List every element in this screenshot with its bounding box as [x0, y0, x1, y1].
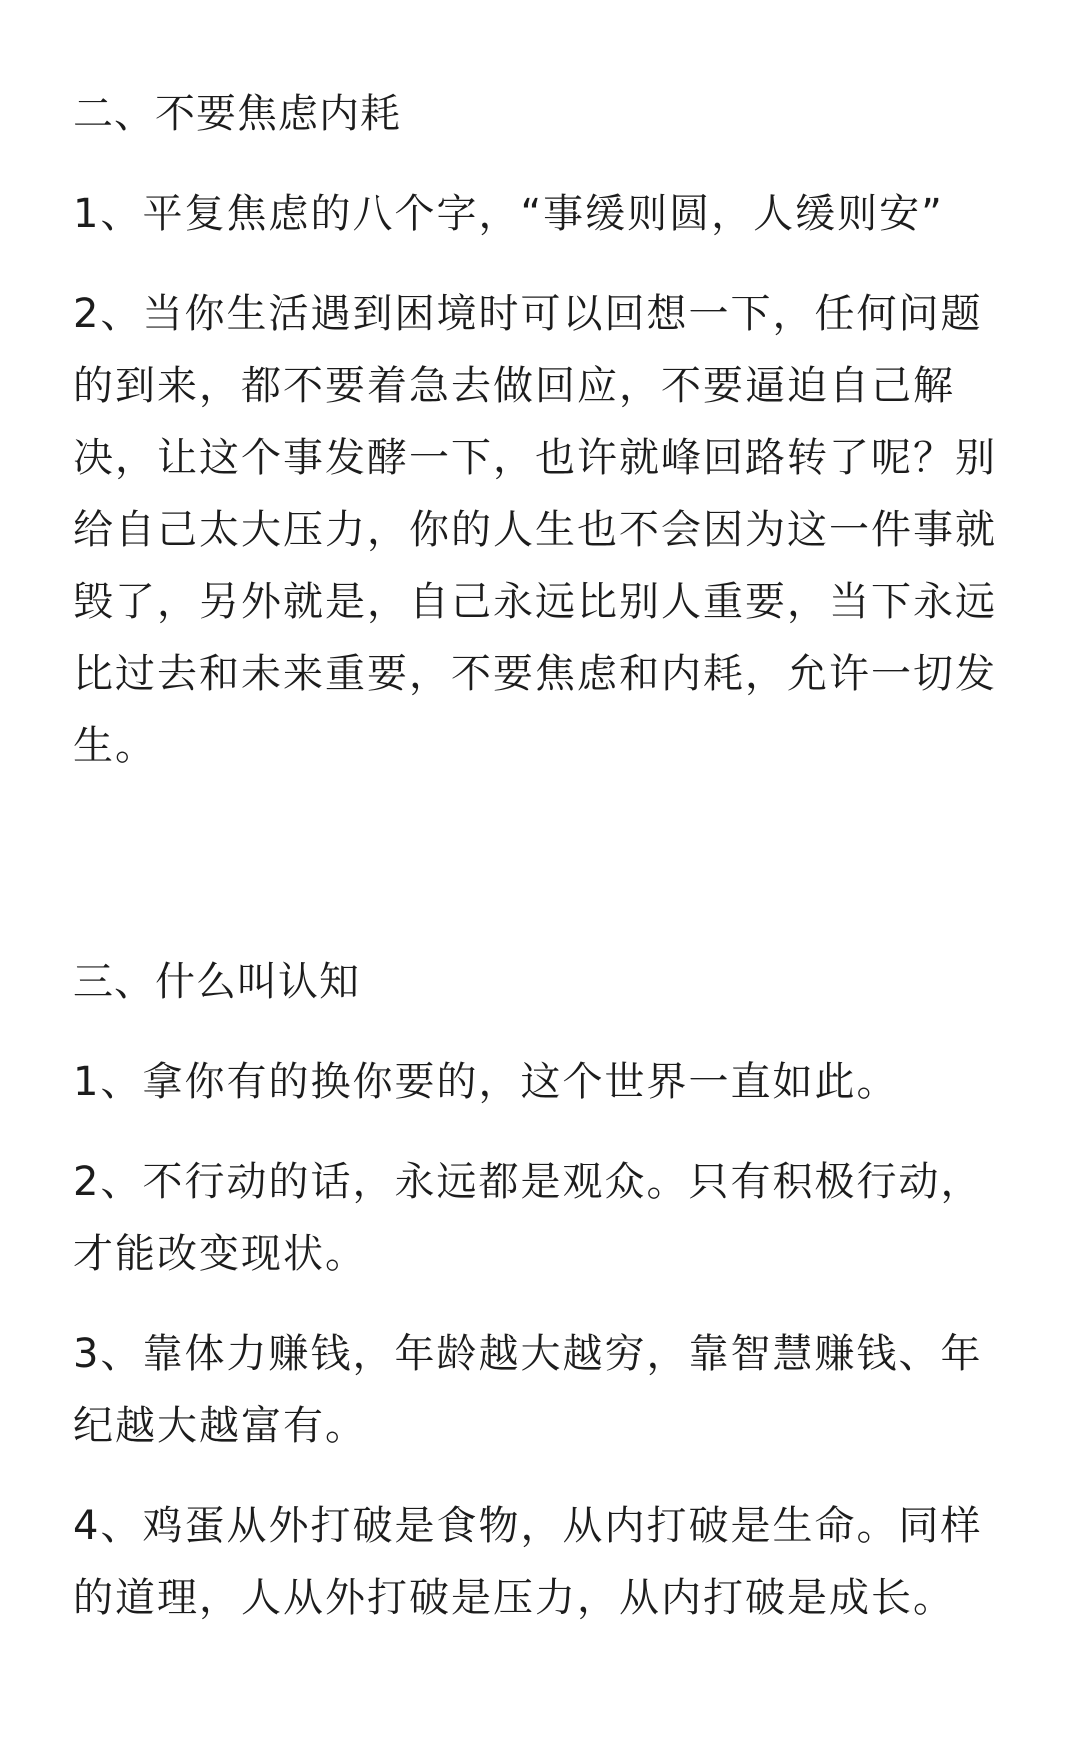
- spacer: [73, 250, 1013, 278]
- list-item: 1、平复焦虑的八个字，“事缓则圆，人缓则安”: [73, 191, 944, 237]
- section-spacer: [73, 782, 1013, 946]
- article-body: [73, 78, 1013, 1634]
- list-item: 2、当你生活遇到困境时可以回想一下，任何问题的到来，都不要着急去做回应，不要逼迫自己解决，让这个事发酵一下，也许就峰回路转了呢？别给自己太大压力，你的人生也不会因为这一件事就毁了，另外就是，自己永远比别人重要，当下永远比过去和未来重要，不要焦虑和内耗，允许一切发生。: [73, 291, 997, 769]
- section-title: 三、什么叫认知: [73, 959, 360, 1005]
- list-item: 4、鸡蛋从外打破是食物，从内打破是生命。同样的道理，人从外打破是压力，从内打破是成长。: [73, 1503, 983, 1621]
- spacer: [73, 1462, 1013, 1490]
- spacer: [73, 1018, 1013, 1046]
- spacer: [73, 1118, 1013, 1146]
- list-item: 2、不行动的话，永远都是观众。只有积极行动，才能改变现状。: [73, 1159, 983, 1277]
- spacer: [73, 150, 1013, 178]
- spacer: [73, 1290, 1013, 1318]
- section-title: 二、不要焦虑内耗: [73, 91, 401, 137]
- list-item: 3、靠体力赚钱，年龄越大越穷，靠智慧赚钱、年纪越大越富有。: [73, 1331, 983, 1449]
- list-item: 1、拿你有的换你要的，这个世界一直如此。: [73, 1059, 899, 1105]
